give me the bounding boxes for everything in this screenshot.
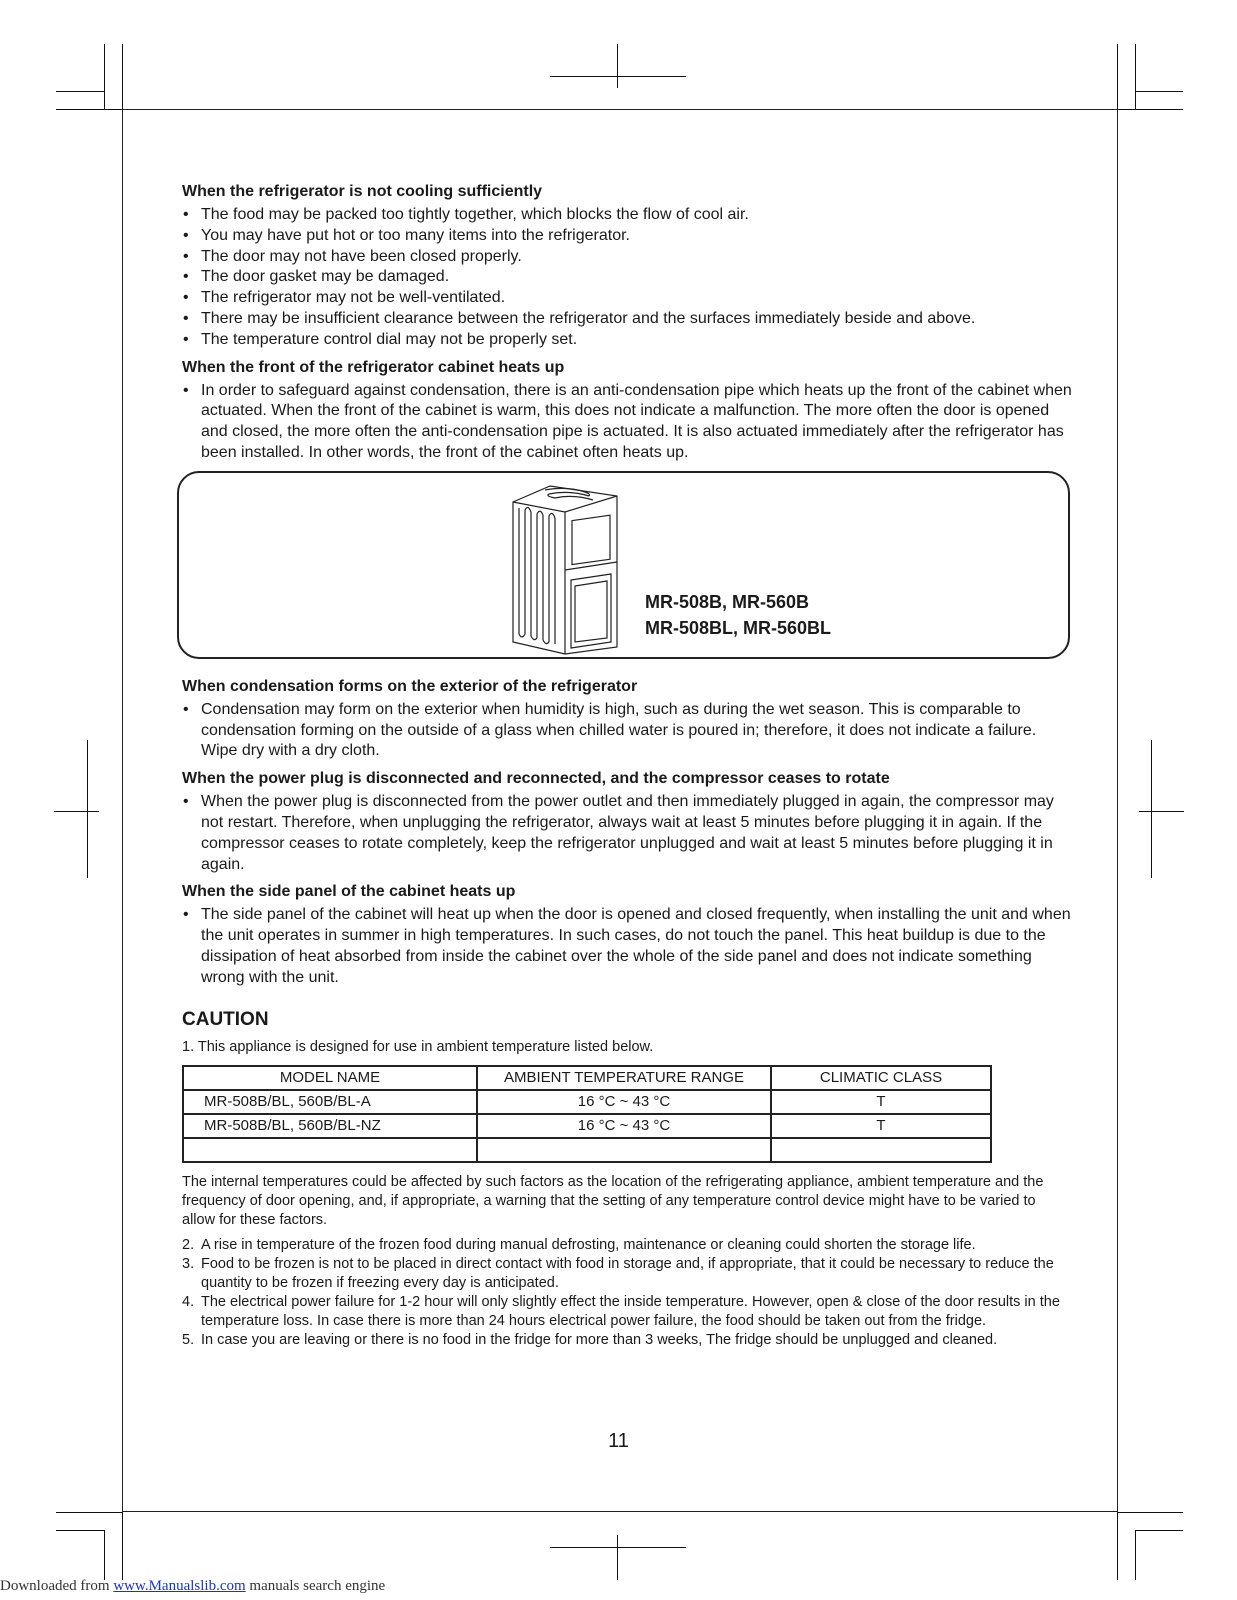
section-not-cooling: [182, 182, 1072, 351]
table-cell: [477, 1138, 771, 1162]
caution-title: CAUTION: [182, 1008, 269, 1030]
table-header-row: [183, 1066, 991, 1090]
caution-paragraph: The internal temperatures could be affected by such factors as the location of the refrigerating appliance, ambient temperature and the frequency of door opening, and, if appropriate, a warning that the setting of any temperature control device might have to be varied to allow for these factors.: [182, 1173, 1044, 1228]
list-item: • You may have put hot or too many items into the refrigerator.: [182, 226, 1072, 247]
caution-intro: 1. This appliance is designed for use in ambient temperature listed below.: [182, 1038, 654, 1055]
item-text: The electrical power failure for 1-2 hour will only slightly effect the inside temperature. However, open & close of the door results in the temperature loss. In case there is more than 24 hours electrical power failure, the food should be taken out from the fridge.: [201, 1293, 1060, 1329]
item-number: 2.: [182, 1236, 195, 1253]
list-item: [182, 1293, 1072, 1331]
table-cell: T: [771, 1114, 991, 1138]
section-power-plug: [182, 769, 1072, 875]
page-content: [182, 182, 1072, 1350]
section-front-heats: [182, 358, 1072, 464]
list-item: • The door gasket may be damaged.: [182, 267, 1072, 288]
list-item: • When the power plug is disconnected from the power outlet and then immediately plugged in again, the compressor may not restart. Therefore, when unplugging the refrigerator, always wait at least 5 minutes before plugging it in again. If the compressor ceases to rotate completely, keep the refrigerator unplugged and wait at least 5 minutes before plugging it in again.: [182, 792, 1072, 875]
list-item: • There may be insufficient clearance between the refrigerator and the surfaces immediately beside and above.: [182, 309, 1072, 330]
table-header: CLIMATIC CLASS: [771, 1066, 991, 1090]
section-heading: When the power plug is disconnected and reconnected, and the compressor ceases to rotate: [182, 770, 890, 788]
footer-suffix: manuals search engine: [245, 1578, 386, 1594]
table-header: AMBIENT TEMPERATURE RANGE: [477, 1066, 771, 1090]
list-item: • In order to safeguard against condensation, there is an anti-condensation pipe which heats up the front of the cabinet when actuated. When the front of the cabinet is warm, this does not indicate a malfunction. The more often the door is opened and closed, the more often the anti-condensation pipe is actuated. It is also actuated immediately after the refrigerator has been installed. In other words, the front of the cabinet often heats up.: [182, 381, 1072, 464]
section-heading: When the side panel of the cabinet heats up: [182, 883, 516, 901]
table-cell: T: [771, 1090, 991, 1114]
table-row: [183, 1114, 991, 1138]
item-text: A rise in temperature of the frozen food during manual defrosting, maintenance or cleaning could shorten the storage life.: [201, 1236, 976, 1253]
item-text: Food to be frozen is not to be placed in direct contact with food in storage and, if appropriate, that it could be necessary to reduce the quantity to be frozen if freezing every day is anticipated.: [201, 1255, 1054, 1291]
list-item: • The refrigerator may not be well-ventilated.: [182, 288, 1072, 309]
list-item: • The food may be packed too tightly together, which blocks the flow of cool air.: [182, 205, 1072, 226]
table-row: [183, 1090, 991, 1114]
section-heading: When the refrigerator is not cooling sufficiently: [182, 183, 543, 200]
fridge-figure: [177, 471, 1070, 659]
list-item: • The side panel of the cabinet will heat up when the door is opened and closed frequently, when installing the unit and when the unit operates in summer in high temperatures. In such cases, do not touch the panel. This heat buildup is due to the dissipation of heat absorbed from inside the cabinet over the whole of the side panel and does not indicate something wrong with the unit.: [182, 905, 1072, 988]
caution-list: [182, 1236, 1072, 1350]
climatic-class-table: [182, 1065, 992, 1163]
table-row: [183, 1138, 991, 1162]
item-number: 4.: [182, 1293, 195, 1310]
table-cell: MR-508B/BL, 560B/BL-A: [183, 1090, 477, 1114]
table-cell: [183, 1138, 477, 1162]
item-number: 3.: [182, 1255, 195, 1272]
list-item: [182, 1236, 1072, 1255]
model-line: MR-508B, MR-560B: [645, 591, 810, 612]
model-labels: [645, 589, 831, 641]
table-cell: 16 °C ~ 43 °C: [477, 1114, 771, 1138]
download-footer: [0, 1578, 385, 1595]
refrigerator-pipe-diagram: [505, 482, 625, 657]
model-line: MR-508BL, MR-560BL: [645, 617, 832, 638]
section-condensation: [182, 677, 1072, 762]
list-item: • The temperature control dial may not be properly set.: [182, 330, 1072, 351]
footer-prefix: Downloaded from: [0, 1578, 114, 1594]
page-number: 11: [608, 1430, 629, 1452]
list-item: [182, 1255, 1072, 1293]
table-cell: MR-508B/BL, 560B/BL-NZ: [183, 1114, 477, 1138]
table-cell: 16 °C ~ 43 °C: [477, 1090, 771, 1114]
manualslib-link[interactable]: www.Manualslib.com: [113, 1578, 246, 1594]
section-heading: When condensation forms on the exterior of the refrigerator: [182, 677, 638, 695]
table-header: MODEL NAME: [183, 1066, 477, 1090]
list-item: • The door may not have been closed properly.: [182, 247, 1072, 268]
list-item: • Condensation may form on the exterior when humidity is high, such as during the wet season. This is comparable to condensation forming on the outside of a glass when chilled water is poured in; therefore, it does not indicate a failure. Wipe dry with a dry cloth.: [182, 700, 1072, 762]
section-side-panel: [182, 882, 1072, 988]
item-number: 5.: [182, 1331, 195, 1348]
table-cell: [771, 1138, 991, 1162]
section-heading: When the front of the refrigerator cabinet heats up: [182, 358, 565, 376]
item-text: In case you are leaving or there is no food in the fridge for more than 3 weeks, The fridge should be unplugged and cleaned.: [201, 1331, 998, 1348]
list-item: [182, 1331, 1072, 1350]
